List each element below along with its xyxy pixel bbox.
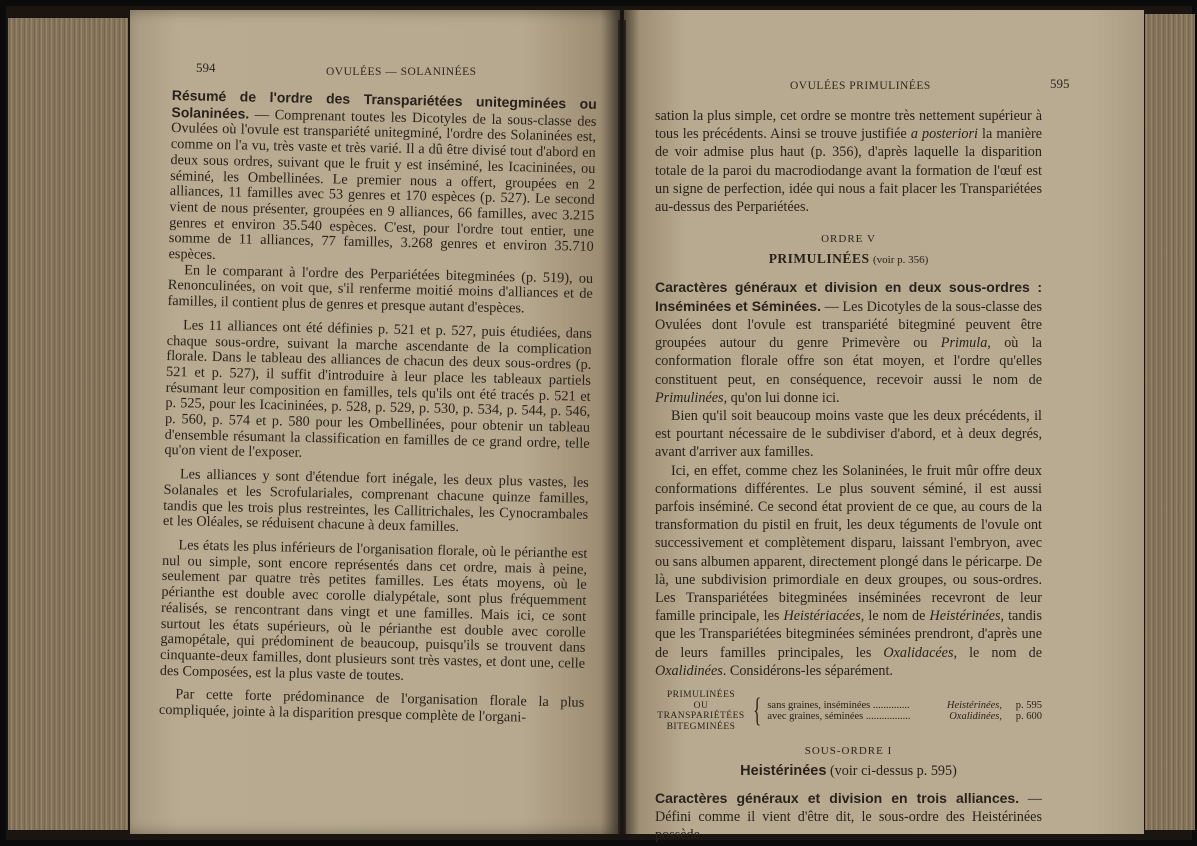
right-running-head: OVULÉES PRIMULINÉES xyxy=(790,80,931,92)
right-page-text xyxy=(655,107,1042,844)
ordre-title: PRIMULINÉES (voir p. 356) xyxy=(768,251,929,267)
sous-ordre-title: Heistérinées (voir ci-dessus p. 595) xyxy=(740,763,957,780)
brace-icon: { xyxy=(753,692,762,730)
left-page-number: 594 xyxy=(196,60,216,75)
page-edges-right xyxy=(1145,14,1195,830)
table-left-label: PRIMULINÉES OU TRANSPARIÉTÉES BITEGMINÉES xyxy=(657,690,745,732)
left-paragraph-5: Les états les plus inférieurs de l'organisation florale, où le périanthe est nul ou simple, sont encore représentés dans cet ordre, mais à peine, seulement par quatre très petites familles. Les états moyens, où le périanthe est double avec corolle dialypétale, sont plus fréquemment réalisés, se rencontrant dans vingt et une familles. Mais ici, ce sont surtout les états supérieurs, où le périanthe est double avec corolle gamopétale, qui prédominent de beaucoup, puisqu'ils se trouvent dans cinquante-deux familles, dont plusieurs sont très vastes, et dont une, celle des Composées, est la plus vaste de toutes. xyxy=(159,537,588,684)
page-edges-left xyxy=(8,18,128,830)
left-paragraph-3: Les 11 alliances ont été définies p. 521 et p. 527, puis étudiées, dans chaque sous-ordre, suivant la marche ascendante de la complication florale. Dans le tableau des alliances de chacun des deux sous-ordres (p. 521 et p. 527), il suffit d'introduire à leur place les tableaux partiels résumant leur composition en familles, tels qu'ils ont été tracés p. 521 et p. 525, pour les Icacininées, p. 528, p. 529, p. 530, p. 534, p. 544, p. 546, p. 560, p. 574 et p. 580 pour les Ombellinées, pour obtenir un tableau d'ensemble résumant la classification en familles de ce grand ordre, telle qu'on vient de l'exposer. xyxy=(164,317,593,462)
right-paragraph-2: Caractères généraux et division en deux sous-ordres : Inséminées et Séminées. — Les Dicotyles de la sous-classe des Ovulées dont l'ovule est transpariété bitegminé peuvent être groupées autour du genre Primevère ou Primula, où la conformation florale offre son état moyen, et l'ordre qu'elles constituent peut, en conséquence, recevoir aussi le nom de Primulinées, qu'on lui donne ici. xyxy=(655,278,1042,406)
ordre-label: ORDRE V xyxy=(821,233,876,246)
right-paragraph-3: Bien qu'il soit beaucoup moins vaste que les deux précédents, il est pourtant nécessaire de le subdiviser d'abord, et à deux degrés, avant d'arriver aux familles. xyxy=(655,408,1042,461)
left-paragraph-6: Par cette forte prédominance de l'organisation florale la plus compliquée, jointe à la disparition presque complète de l'organi- xyxy=(158,686,585,726)
left-heading: Résumé de l'ordre des Transpariétées unitegminées ou Solaninées. xyxy=(171,87,597,122)
table-row: avec graines, séminées ................. Oxalidinées, p. 600 xyxy=(767,711,1042,723)
left-paragraph-1: Résumé de l'ordre des Transpariétées unitegminées ou Solaninées. — Comprenant toutes les Dicotyles de la sous-classe des Ovulées où l'ovule est transpariété unitegminé, l'ordre des Solaninées est, comme on l'a vu, très vaste et très varié. Il a dû être divisé tout d'abord en deux sous ordres, suivant que le fruit y est inséminé, les Icacininées, ou séminé, les Ombellinées. Le premier nous a offert, groupées en 2 alliances, 11 familles avec 53 genres et 170 espèces (p. 527). Le second vient de nous présenter, groupées en 9 alliances, 66 familles, avec 3.215 genres et environ 35.540 espèces. C'est, pour l'ordre tout entier, une somme de 11 alliances, 77 familles, 3.268 genres et environ 35.710 espèces. xyxy=(168,87,597,263)
right-paragraph-5: Caractères généraux et division en trois alliances. — Défini comme il vient d'être dit, le sous-ordre des Heistérinées possède xyxy=(655,789,1042,843)
left-page-text xyxy=(159,88,597,727)
right-page-number: 595 xyxy=(1050,76,1070,91)
left-running-head: OVULÉES — SOLANINÉES xyxy=(326,66,477,78)
gutter xyxy=(618,20,626,834)
table-row: sans graines, inséminées .............. Heistérinées, p. 595 xyxy=(767,699,1042,711)
classification-table xyxy=(655,690,1042,732)
right-paragraph-1: sation la plus simple, cet ordre se montre très nettement supérieur à tous les précédents. Ainsi se trouve justifiée a posteriori la manière de voir admise plus haut (p. 356), d'après laquelle la disparition totale de la paroi du macrodiodange avant la formation de l'œuf est un signe de perfection, idée qui nous a fait placer les Transpariétées au-dessus des Perpariétées. xyxy=(655,108,1043,216)
left-paragraph-4: Les alliances y sont d'étendue fort inégale, les deux plus vastes, les Solanales et les Scrofulariales, comprenant chacune quinze familles, tandis que les trois plus restreintes, les Callitrichales, les Cynocrambales et les Oléales, se réduisent chacune à deux familles. xyxy=(162,466,589,536)
sous-ordre-label: SOUS-ORDRE I xyxy=(804,745,893,758)
right-paragraph-4: Ici, en effet, comme chez les Solaninées, le fruit mûr offre deux conformations différentes. Le plus souvent séminé, il est aussi parfois inséminé. Ce second état provient de ce que, au cours de la transformation du pistil en fruit, les deux téguments de l'ovule ont successivement et complètement disparu, laissant l'embryon, avec ou sans albumen apparent, directement plongé dans le péricarpe. De là, une subdivision primordiale en deux groupes, ou sous-ordres. Les Transpariétées bitegminées inséminées recevront de leur famille principale, les Heistériacées, le nom de Heistérinées, tandis que les Transpariétées bitegminées séminées prendront, d'après une de leurs familles principales, les Oxalidacées, le nom de Oxalidinées. Considérons-les séparément. xyxy=(655,462,1043,679)
left-paragraph-2: En le comparant à l'ordre des Perpariétées bitegminées (p. 519), ou Renonculinées, on voit que, s'il renferme moitié moins d'alliances et de familles, il contient plus de genres et presque autant d'espèces. xyxy=(167,262,594,317)
